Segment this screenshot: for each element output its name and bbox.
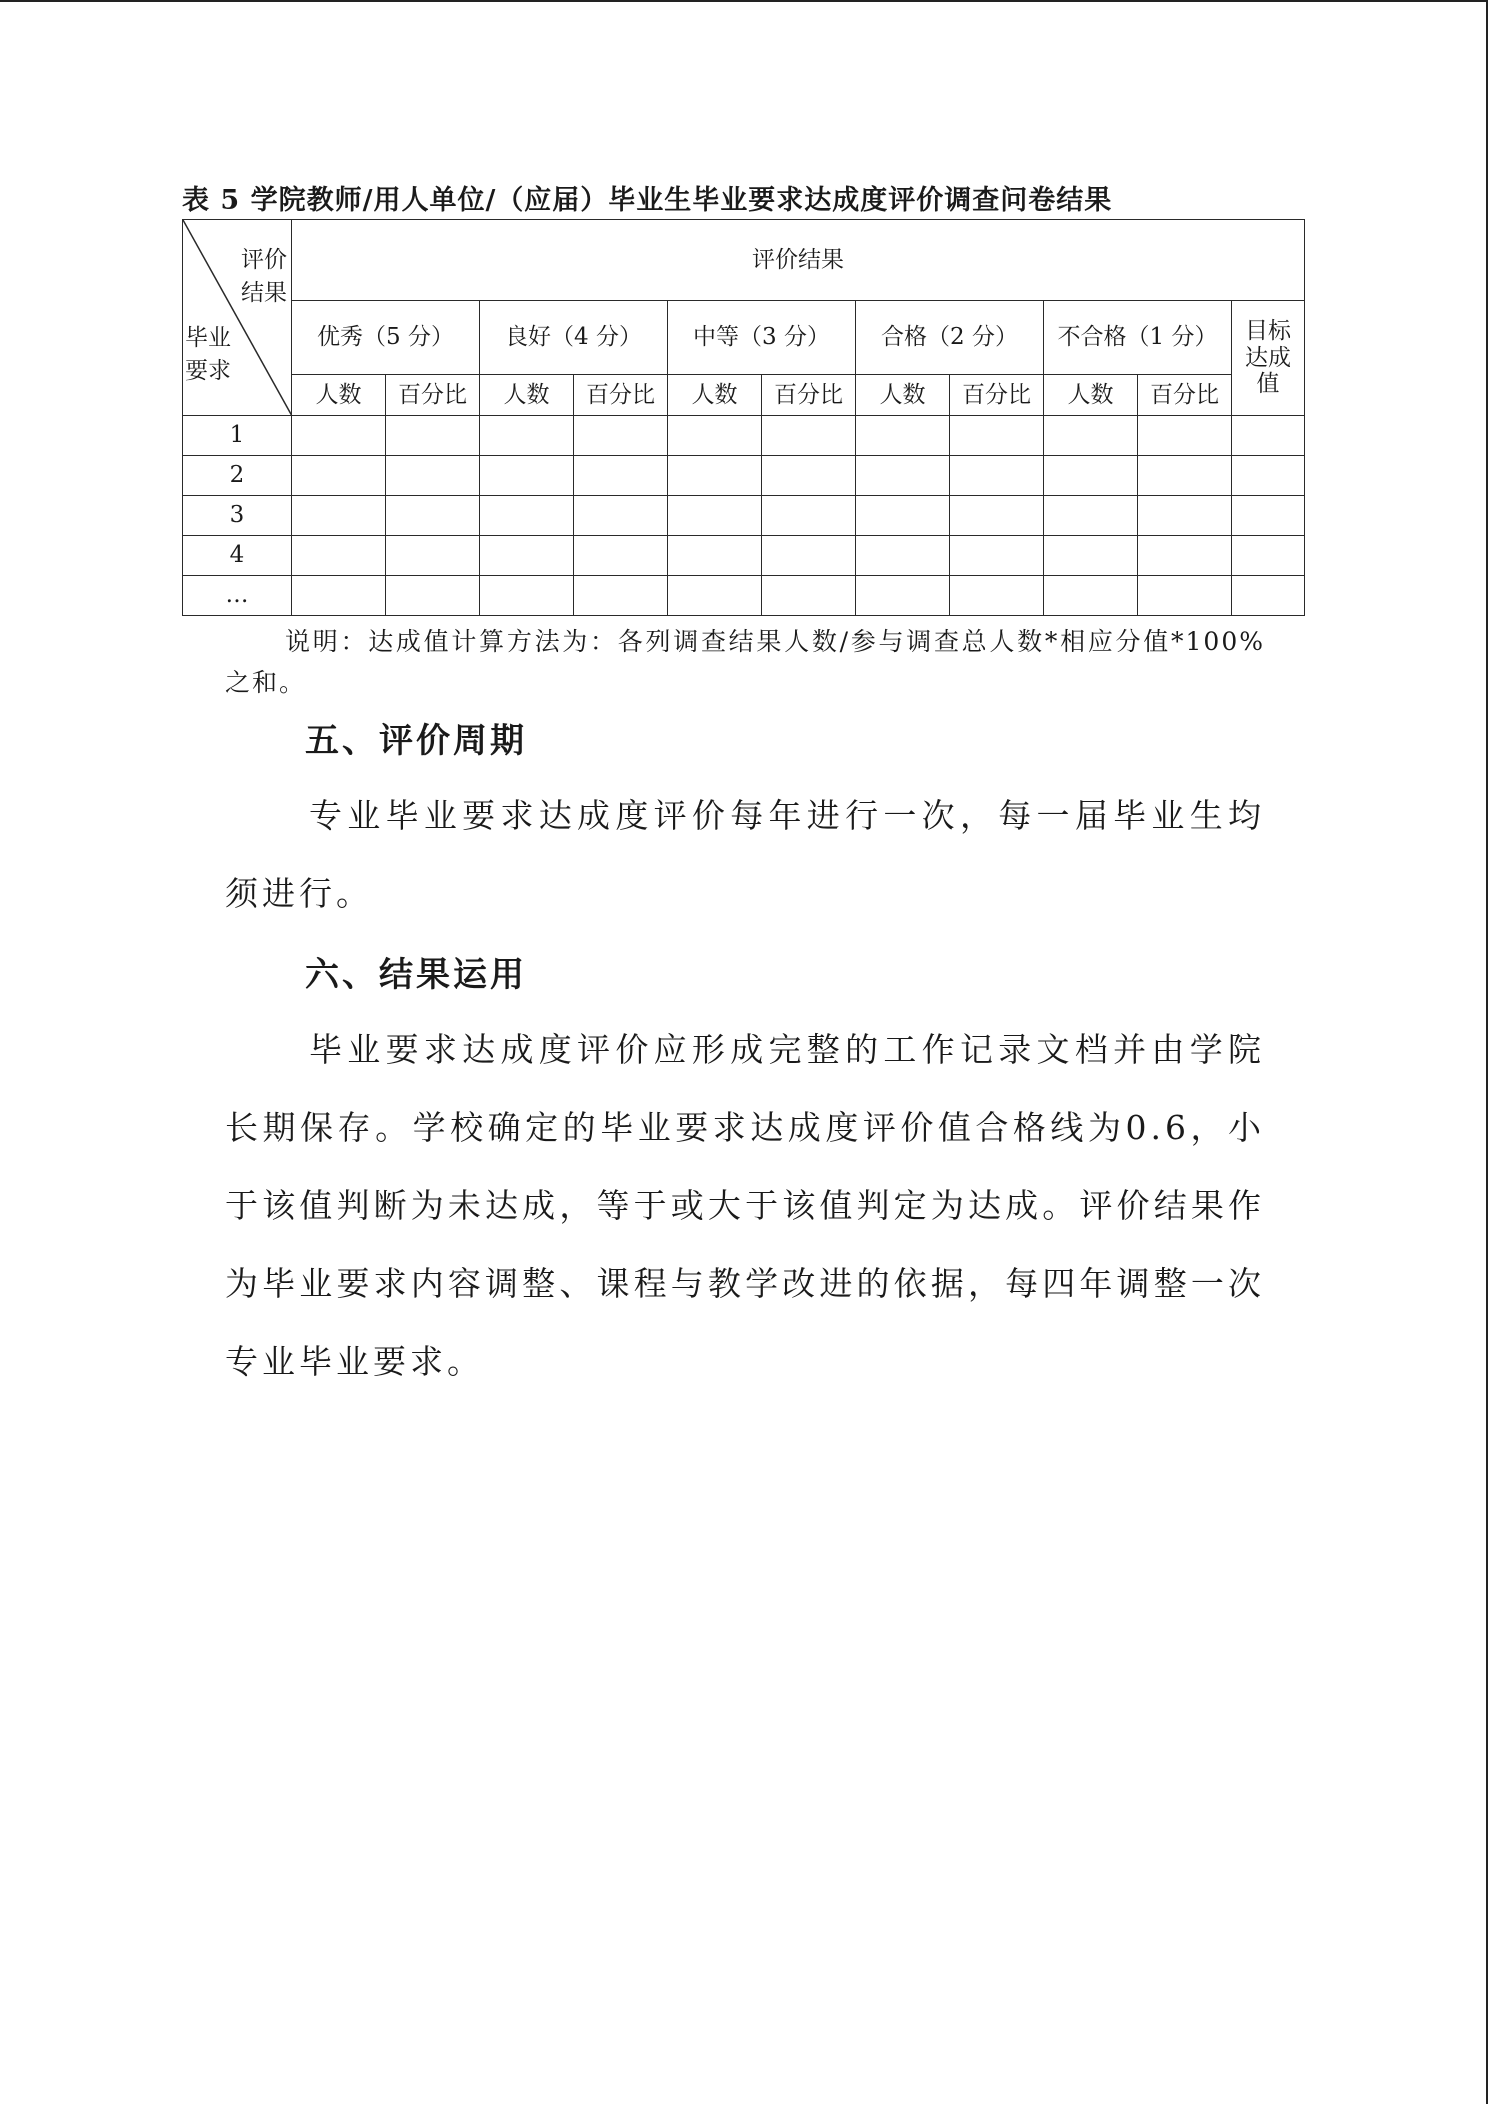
table-cell [762, 576, 856, 616]
paragraph-evaluation-cycle: 专业毕业要求达成度评价每年进行一次，每一届毕业生均须进行。 [225, 796, 1265, 913]
table-row [183, 456, 1305, 496]
table-cell [574, 456, 668, 496]
table-cell [480, 576, 574, 616]
table-cell [1138, 536, 1232, 576]
table-cell [856, 456, 950, 496]
table-cell [762, 536, 856, 576]
table-cell [574, 536, 668, 576]
sub-header-percent: 百分比 [386, 375, 480, 416]
table-cell [950, 576, 1044, 616]
sub-header-percent: 百分比 [1138, 375, 1232, 416]
sub-header-count: 人数 [856, 375, 950, 416]
sub-header-percent: 百分比 [574, 375, 668, 416]
table-cell [950, 456, 1044, 496]
sub-header-count: 人数 [668, 375, 762, 416]
table-row [183, 496, 1305, 536]
table-cell [950, 536, 1044, 576]
target-header: 目标 达成 值 [1232, 301, 1305, 416]
table-cell [292, 576, 386, 616]
table-cell [762, 456, 856, 496]
table-cell [668, 536, 762, 576]
table-cell [1044, 536, 1138, 576]
table-cell [950, 496, 1044, 536]
table-row [183, 576, 1305, 616]
table-cell [386, 536, 480, 576]
table-cell [292, 496, 386, 536]
header-row-2 [183, 301, 1305, 375]
section-heading-result-application: 六、结果运用 [305, 955, 527, 995]
table-cell [1232, 536, 1305, 576]
table-cell [1044, 456, 1138, 496]
paragraph-result-application: 毕业要求达成度评价应形成完整的工作记录文档并由学院长期保存。学校确定的毕业要求达成度评价值合格线为0.6，小于该值判断为未达成，等于或大于该值判定为达成。评价结果作为毕业要求内容调整、课程与教学改进的依据，每四年调整一次专业毕业要求。 [225, 1030, 1265, 1381]
grade-good: 良好（4 分） [480, 301, 668, 375]
table-cell [1232, 496, 1305, 536]
table-cell [1044, 576, 1138, 616]
grade-excellent: 优秀（5 分） [292, 301, 480, 375]
table-cell [668, 456, 762, 496]
table-cell [574, 576, 668, 616]
table-cell [292, 456, 386, 496]
table-cell [856, 536, 950, 576]
table-cell [1138, 496, 1232, 536]
table-cell [292, 416, 386, 456]
row-label: … [183, 576, 292, 616]
table-cell [386, 416, 480, 456]
table-cell [574, 416, 668, 456]
sub-header-count: 人数 [292, 375, 386, 416]
table-cell [386, 496, 480, 536]
table-cell [1138, 576, 1232, 616]
table-cell [574, 496, 668, 536]
grade-medium: 中等（3 分） [668, 301, 856, 375]
table-cell [480, 456, 574, 496]
corner-label-requirement: 毕业 要求 [185, 325, 231, 385]
table-cell [1232, 416, 1305, 456]
row-label: 1 [183, 416, 292, 456]
table-cell [668, 416, 762, 456]
sub-header-percent: 百分比 [762, 375, 856, 416]
table-cell [480, 496, 574, 536]
row-label: 4 [183, 536, 292, 576]
table-cell [386, 456, 480, 496]
header-row-3 [183, 375, 1305, 416]
page-border-top [0, 0, 1488, 2]
sub-header-percent: 百分比 [950, 375, 1044, 416]
grade-fail: 不合格（1 分） [1044, 301, 1232, 375]
section-heading-evaluation-cycle: 五、评价周期 [305, 721, 527, 761]
table-row [183, 536, 1305, 576]
corner-label-result: 评价 结果 [241, 247, 287, 307]
sub-header-count: 人数 [480, 375, 574, 416]
table-caption: 表 5 学院教师/用人单位/（应届）毕业生毕业要求达成度评价调查问卷结果 [182, 185, 1113, 216]
table-cell [668, 576, 762, 616]
table-cell [1044, 416, 1138, 456]
table-cell [762, 496, 856, 536]
grade-pass: 合格（2 分） [856, 301, 1044, 375]
row-label: 3 [183, 496, 292, 536]
table-cell [1232, 456, 1305, 496]
table-cell [856, 496, 950, 536]
table-cell [950, 416, 1044, 456]
table-cell [292, 536, 386, 576]
table-cell [762, 416, 856, 456]
sub-header-count: 人数 [1044, 375, 1138, 416]
table-cell [386, 576, 480, 616]
table-cell [1232, 576, 1305, 616]
header-row-1 [183, 220, 1305, 301]
table-row [183, 416, 1305, 456]
survey-results-table [182, 219, 1305, 616]
table-cell [1044, 496, 1138, 536]
table-cell [1138, 416, 1232, 456]
result-header: 评价结果 [292, 220, 1305, 301]
table-cell [856, 576, 950, 616]
row-label: 2 [183, 456, 292, 496]
table-cell [856, 416, 950, 456]
table-cell [480, 416, 574, 456]
table-note: 说明：达成值计算方法为：各列调查结果人数/参与调查总人数*相应分值*100%之和。 [225, 627, 1265, 697]
table-cell [480, 536, 574, 576]
table-cell [668, 496, 762, 536]
diagonal-corner-cell [183, 220, 292, 416]
table-cell [1138, 456, 1232, 496]
